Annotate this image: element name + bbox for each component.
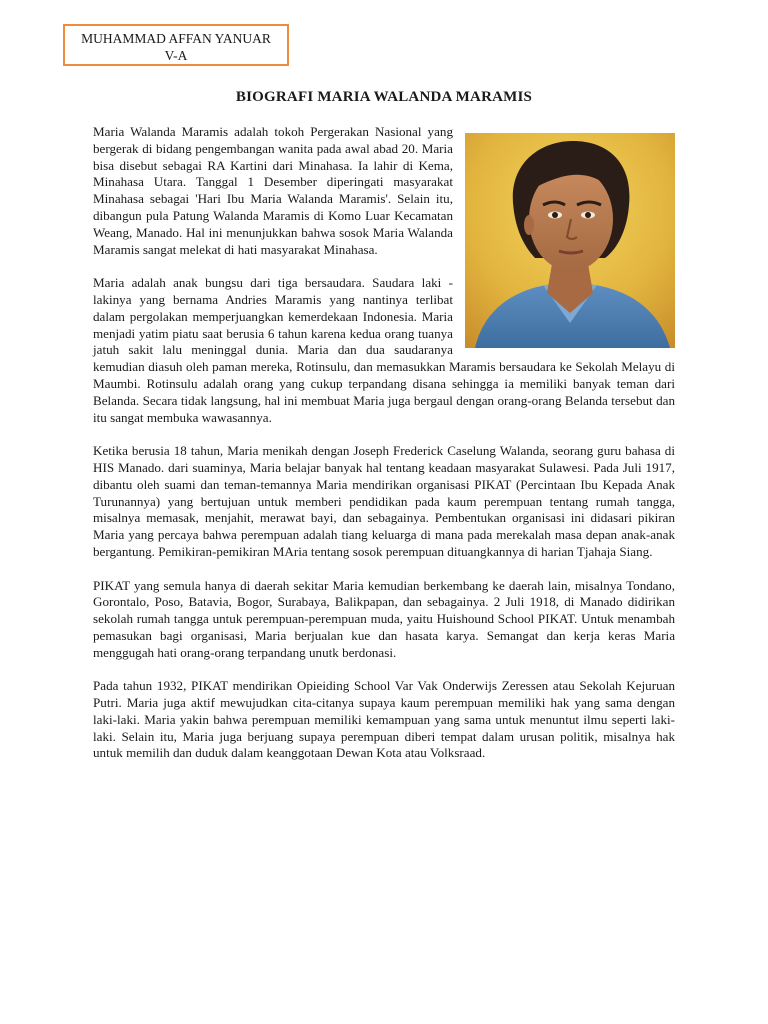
paragraph: Pada tahun 1932, PIKAT mendirikan Opieiding School Var Vak Onderwijs Zeressen atau Sekolah Kejuruan Putri. Maria juga aktif mewujudkan cita-citanya supaya kaum perempuan memiliki hak yang sama dengan laki-laki. Maria yakin bahwa perempuan memiliki kemampuan yang sama untuk menuntut ilmu seperti laki-laki. Selain itu, Maria juga berjuang supaya perempuan diberi tempat dalam urusan politik, misalnya hak untuk memilih dan duduk dalam keanggotaan Dewan Kota atau Volksraad. bbox=[93, 678, 675, 761]
student-class: V-A bbox=[164, 48, 188, 63]
paragraph: Maria adalah anak bungsu dari tiga bersaudara. Saudara laki -lakinya yang bernama Andries Maramis yang nantinya terlibat dalam pergolakan memperjuangkan kemerdekaan Indonesia. Maria menjadi yatim piatu saat berusia 6 tahun karena kedua orang tuanya jatuh sakit lalu meninggal dunia. Maria dan dua saudaranya kemudian diasuh oleh paman mereka, Rotinsulu, dan memasukkan Maramis bersaudara ke Sekolah Melayu di Maumbi. Rotinsulu adalah orang yang cukup terpandang disana sehingga ia memiliki banyak teman dari Belanda. Secara tidak langsung, hal ini membuat Maria juga bergaul dengan orang-orang Belanda tersebut dan itu sangat membuka wawasannya. bbox=[93, 275, 675, 425]
student-name-box bbox=[63, 24, 289, 66]
page-title: BIOGRAFI MARIA WALANDA MARAMIS bbox=[235, 89, 533, 105]
portrait-painting-icon bbox=[465, 133, 675, 348]
paragraph: Maria Walanda Maramis adalah tokoh Pergerakan Nasional yang bergerak di bidang pengembangan wanita pada awal abad 20. Maria bisa disebut sebagai RA Kartini dari Minahasa. Ia lahir di Kema, Minahasa Utara. Tanggal 1 Desember diperingati masyarakat Minahasa sebagai 'Hari Ibu Maria Walanda Maramis'. Selain itu, dibangun pula Patung Walanda Maramis di Komo Luar Kecamatan Weang, Manado. Hal ini menunjukkan bahwa sosok Maria Walanda Maramis sangat melekat di hati masyarakat Minahasa. bbox=[93, 124, 453, 257]
paragraph: PIKAT yang semula hanya di daerah sekitar Maria kemudian berkembang ke daerah lain, misalnya Tondano, Gorontalo, Poso, Batavia, Bogor, Surabaya, Balikpapan, dan sebagainya. 2 Juli 1918, di Manado didirikan sekolah rumah tangga untuk perempuan-perempuan muda, yaitu Huishound School PIKAT. Untuk menambah pemasukan bagi organisasi, Maria berjualan kue dan hasata karya. Semangat dan kerja keras Maria menggugah hati orang-orang terpandang unutk berdonasi. bbox=[93, 577, 675, 660]
student-name: MUHAMMAD AFFAN YANUAR bbox=[81, 31, 271, 46]
article-body bbox=[93, 124, 675, 779]
paragraph: Ketika berusia 18 tahun, Maria menikah dengan Joseph Frederick Caselung Walanda, seorang guru bahasa di HIS Manado. dari suaminya, Maria belajar banyak hal tentang keadaan masyarakat Sulawesi. Pada Juli 1917, dibantu oleh suami dan teman-temannya Maria mendirikan organisasi PIKAT (Percintaan Ibu Kepada Anak Turunannya) yang bertujuan untuk memberi pendidikan pada kaum perempuan tentang rumah tangga, misalnya memasak, menjahit, merawat bayi, dan sebagainya. Pembentukan organisasi ini didasari pikiran Maria yang percaya bahwa perempuan adalah tiang keluarga di mana pada merekalah masa depan anak-anak bergantung. Pemikiran-pemikiran MAria tentang sosok perempuan dituangkannya di harian Tjahaja Siang. bbox=[93, 443, 675, 559]
